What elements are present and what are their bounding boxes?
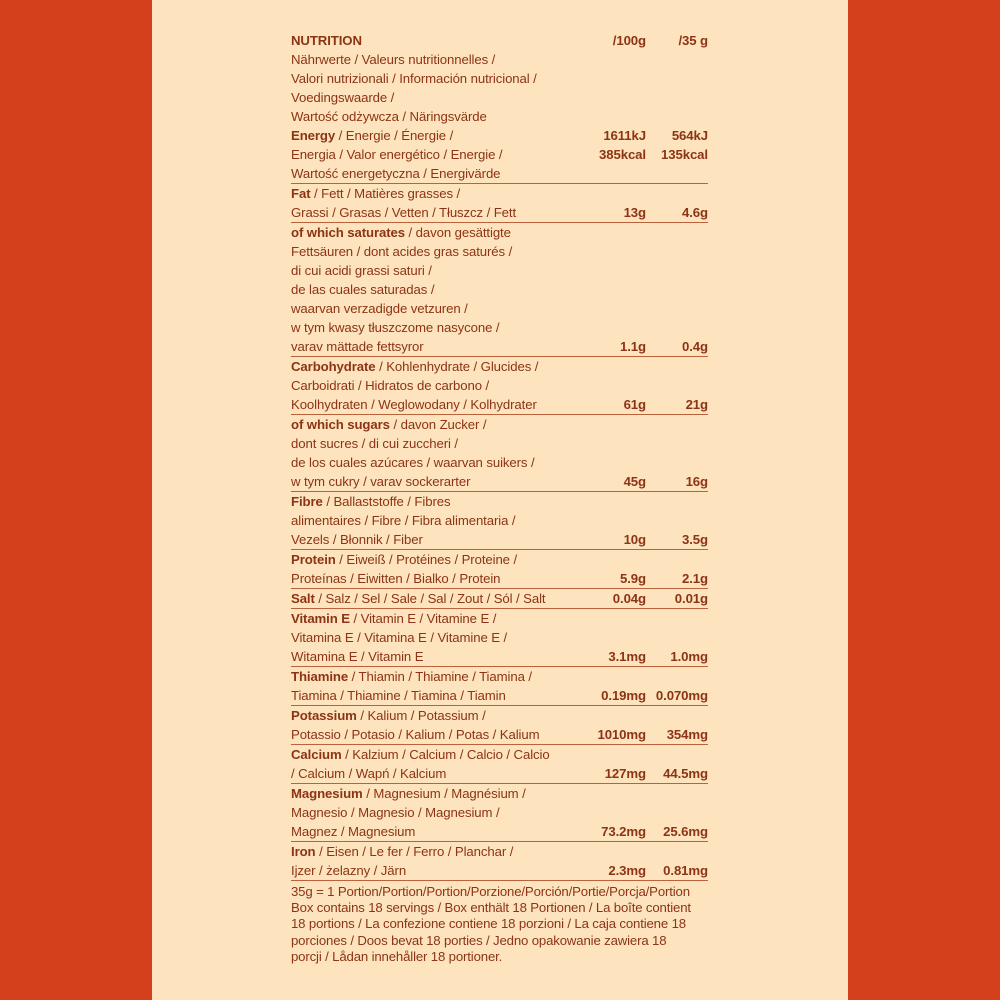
per-100g-column-header: /100g: [612, 33, 646, 48]
value-per-serving: 0.01g: [674, 591, 708, 606]
serving-info-line: 18 portions / La confezione contiene 18 porzioni / La caja contiene 18: [291, 916, 686, 932]
nutrient-label: Fibre: [291, 494, 323, 509]
header-translation: Voedingswaarde /: [291, 90, 395, 105]
nutrient-label: Calcium: [291, 747, 342, 762]
nutrient-row-carbohydrate: [291, 357, 708, 415]
nutrient-row-thiamine: [291, 667, 708, 706]
nutrient-row-protein: [291, 550, 708, 589]
nutrient-line: [291, 530, 708, 549]
nutrient-line: [291, 822, 708, 841]
nutrient-line: [291, 569, 708, 588]
nutrient-translation: / Fett / Matières grasses /: [310, 186, 461, 201]
nutrient-row-of-which-saturates: [291, 223, 708, 357]
nutrient-line: [291, 203, 708, 222]
nutrient-line: [291, 164, 708, 183]
nutrient-label: Potassium: [291, 708, 357, 723]
value-per-serving: 0.070mg: [655, 688, 708, 703]
nutrient-translation: Energia / Valor energético / Energie /: [291, 147, 503, 162]
per-serving-column-header: /35 g: [678, 33, 708, 48]
nutrient-label: Carbohydrate: [291, 359, 376, 374]
value-per-serving: 21g: [685, 397, 708, 412]
nutrient-translation: Grassi / Grasas / Vetten / Tłuszcz / Fett: [291, 205, 517, 220]
value-per-100g: 61g: [623, 397, 646, 412]
serving-info-line: Box contains 18 servings / Box enthält 18 Portionen / La boîte contient: [291, 900, 691, 916]
nutrient-line: [291, 706, 708, 725]
header-line: [291, 31, 708, 50]
nutrient-translation: Wartość energetyczna / Energivärde: [291, 166, 501, 181]
nutrient-label: Energy: [291, 128, 336, 143]
nutrient-row-calcium: [291, 745, 708, 784]
value-per-100g: 0.04g: [612, 591, 646, 606]
nutrient-translation: Koolhydraten / Weglowodany / Kolhydrater: [291, 397, 537, 412]
nutrient-row-fat: [291, 184, 708, 223]
nutrient-translation: Potassio / Potasio / Kalium / Potas / Kalium: [291, 727, 540, 742]
nutrient-translation: / Kalium / Potassium /: [356, 708, 486, 723]
nutrient-row-potassium: [291, 706, 708, 745]
nutrient-line: [291, 842, 708, 861]
nutrient-translation: / Calcium / Wapń / Kalcium: [291, 766, 447, 781]
nutrient-line: [291, 415, 708, 434]
header-translation: Nährwerte / Valeurs nutritionnelles /: [291, 52, 496, 67]
nutrient-translation: alimentaires / Fibre / Fibra alimentaria /: [291, 513, 516, 528]
value-per-serving: 25.6mg: [663, 824, 708, 839]
nutrient-translation: Proteínas / Eiwitten / Bialko / Protein: [291, 571, 501, 586]
value-per-100g: 127mg: [604, 766, 646, 781]
nutrient-row-energy: [291, 126, 708, 184]
nutrient-line: [291, 803, 708, 822]
value-per-100g: 13g: [623, 205, 646, 220]
nutrient-line: [291, 376, 708, 395]
nutrient-label: Magnesium: [291, 786, 363, 801]
nutrient-row-magnesium: [291, 784, 708, 842]
nutrient-translation: de los cuales azúcares / waarvan suikers /: [291, 455, 535, 470]
nutrition-title: NUTRITION: [291, 33, 362, 48]
value-per-100g: 0.19mg: [601, 688, 646, 703]
nutrient-translation: / Eiweiß / Protéines / Proteine /: [335, 552, 518, 567]
value-per-100g: 1010mg: [597, 727, 646, 742]
nutrient-translation: Magnez / Magnesium: [291, 824, 416, 839]
nutrient-translation: Witamina E / Vitamin E: [291, 649, 424, 664]
nutrient-row-vitamin-e: [291, 609, 708, 667]
nutrient-label: of which saturates: [291, 225, 405, 240]
serving-info-line: porcji / Lådan innehåller 18 portioner.: [291, 948, 503, 964]
nutrient-line: [291, 861, 708, 880]
nutrient-translation: Carboidrati / Hidratos de carbono /: [291, 378, 490, 393]
nutrient-line: [291, 511, 708, 530]
nutrient-label: Salt: [291, 591, 315, 606]
nutrient-line: [291, 764, 708, 783]
nutrient-line: [291, 745, 708, 764]
table-header: [291, 31, 708, 126]
nutrient-line: [291, 492, 708, 511]
nutrient-row-iron: [291, 842, 708, 881]
nutrient-translation: / Energie / Énergie /: [335, 128, 454, 143]
nutrient-line: [291, 126, 708, 145]
nutrition-table: [291, 31, 708, 881]
value-per-serving: 44.5mg: [663, 766, 708, 781]
nutrient-line: [291, 667, 708, 686]
nutrient-line: [291, 686, 708, 705]
nutrient-translation: Vitamina E / Vitamina E / Vitamine E /: [291, 630, 508, 645]
value-per-100g: 5.9g: [620, 571, 646, 586]
nutrient-row-salt: [291, 589, 708, 609]
nutrient-translation: Fettsäuren / dont acides gras saturés /: [291, 244, 513, 259]
nutrient-translation: / Kohlenhydrate / Glucides /: [375, 359, 539, 374]
value-per-serving: 2.1g: [682, 571, 708, 586]
nutrient-line: [291, 261, 708, 280]
nutrient-line: [291, 784, 708, 803]
value-per-serving: 16g: [685, 474, 708, 489]
nutrient-translation: varav mättade fettsyror: [291, 339, 424, 354]
nutrient-label: Protein: [291, 552, 336, 567]
nutrient-line: [291, 550, 708, 569]
value-per-100g: 1611kJ: [603, 128, 646, 143]
value-per-serving: 0.81mg: [663, 863, 708, 878]
nutrient-translation: / Thiamin / Thiamine / Tiamina /: [348, 669, 532, 684]
nutrient-line: [291, 337, 708, 356]
value-per-100g: 2.3mg: [608, 863, 646, 878]
nutrient-translation: / davon gesättigte: [404, 225, 511, 240]
nutrient-line: [291, 589, 708, 608]
nutrient-line: [291, 223, 708, 242]
nutrient-label: Thiamine: [291, 669, 349, 684]
value-per-100g: 3.1mg: [608, 649, 646, 664]
value-per-serving: 354mg: [666, 727, 708, 742]
serving-info-line: porciones / Doos bevat 18 porties / Jedno opakowanie zawiera 18: [291, 932, 667, 948]
nutrient-line: [291, 357, 708, 376]
value-per-100g: 73.2mg: [601, 824, 646, 839]
nutrient-label: Iron: [291, 844, 316, 859]
nutrient-row-of-which-sugars: [291, 415, 708, 492]
nutrient-translation: Tiamina / Thiamine / Tiamina / Tiamin: [291, 688, 506, 703]
nutrient-line: [291, 609, 708, 628]
nutrient-line: [291, 434, 708, 453]
nutrient-translation: / Salz / Sel / Sale / Sal / Zout / Sól / Salt: [314, 591, 546, 606]
value-per-serving: 0.4g: [682, 339, 708, 354]
header-translation: Valori nutrizionali / Información nutricional /: [291, 71, 537, 86]
nutrient-translation: di cui acidi grassi saturi /: [291, 263, 432, 278]
nutrient-line: [291, 395, 708, 414]
nutrient-translation: de las cuales saturadas /: [291, 282, 435, 297]
nutrient-line: [291, 184, 708, 203]
nutrient-line: [291, 628, 708, 647]
nutrient-rows: [291, 126, 708, 881]
nutrient-translation: / Magnesium / Magnésium /: [362, 786, 526, 801]
nutrient-line: [291, 318, 708, 337]
header-translation: Wartość odżywcza / Näringsvärde: [291, 109, 487, 124]
nutrient-translation: Ijzer / żelazny / Järn: [291, 863, 407, 878]
value-per-100g: 1.1g: [620, 339, 646, 354]
nutrient-row-fibre: [291, 492, 708, 550]
nutrient-label: Fat: [291, 186, 311, 201]
value-per-serving: 3.5g: [682, 532, 708, 547]
nutrient-translation: Vezels / Błonnik / Fiber: [291, 532, 423, 547]
nutrient-translation: / Eisen / Le fer / Ferro / Planchar /: [315, 844, 514, 859]
value-per-serving: 4.6g: [682, 205, 708, 220]
nutrient-line: [291, 472, 708, 491]
nutrient-translation: dont sucres / di cui zuccheri /: [291, 436, 458, 451]
nutrient-line: [291, 145, 708, 164]
value-per-serving: 564kJ: [671, 128, 708, 143]
value-per-serving: 135kcal: [661, 147, 708, 162]
serving-info-line: 35g = 1 Portion/Portion/Portion/Porzione/Porción/Portie/Porcja/Portion: [291, 884, 690, 899]
nutrient-line: [291, 725, 708, 744]
nutrient-translation: / Kalzium / Calcium / Calcio / Calcio: [341, 747, 550, 762]
nutrient-line: [291, 280, 708, 299]
value-per-serving: 1.0mg: [670, 649, 708, 664]
nutrient-label: of which sugars: [291, 417, 390, 432]
value-per-100g: 10g: [623, 532, 646, 547]
nutrient-translation: w tym cukry / varav sockerarter: [291, 474, 471, 489]
nutrient-translation: / Ballaststoffe / Fibres: [322, 494, 451, 509]
nutrient-translation: / Vitamin E / Vitamine E /: [349, 611, 497, 626]
value-per-100g: 385kcal: [599, 147, 646, 162]
nutrient-translation: / davon Zucker /: [389, 417, 487, 432]
nutrient-translation: waarvan verzadigde vetzuren /: [291, 301, 468, 316]
nutrient-line: [291, 242, 708, 261]
value-per-100g: 45g: [623, 474, 646, 489]
nutrient-translation: w tym kwasy tłuszczome nasycone /: [291, 320, 500, 335]
nutrient-line: [291, 299, 708, 318]
nutrient-line: [291, 453, 708, 472]
nutrient-label: Vitamin E: [291, 611, 350, 626]
serving-info: [291, 884, 721, 965]
nutrient-translation: Magnesio / Magnesio / Magnesium /: [291, 805, 500, 820]
nutrient-line: [291, 647, 708, 666]
